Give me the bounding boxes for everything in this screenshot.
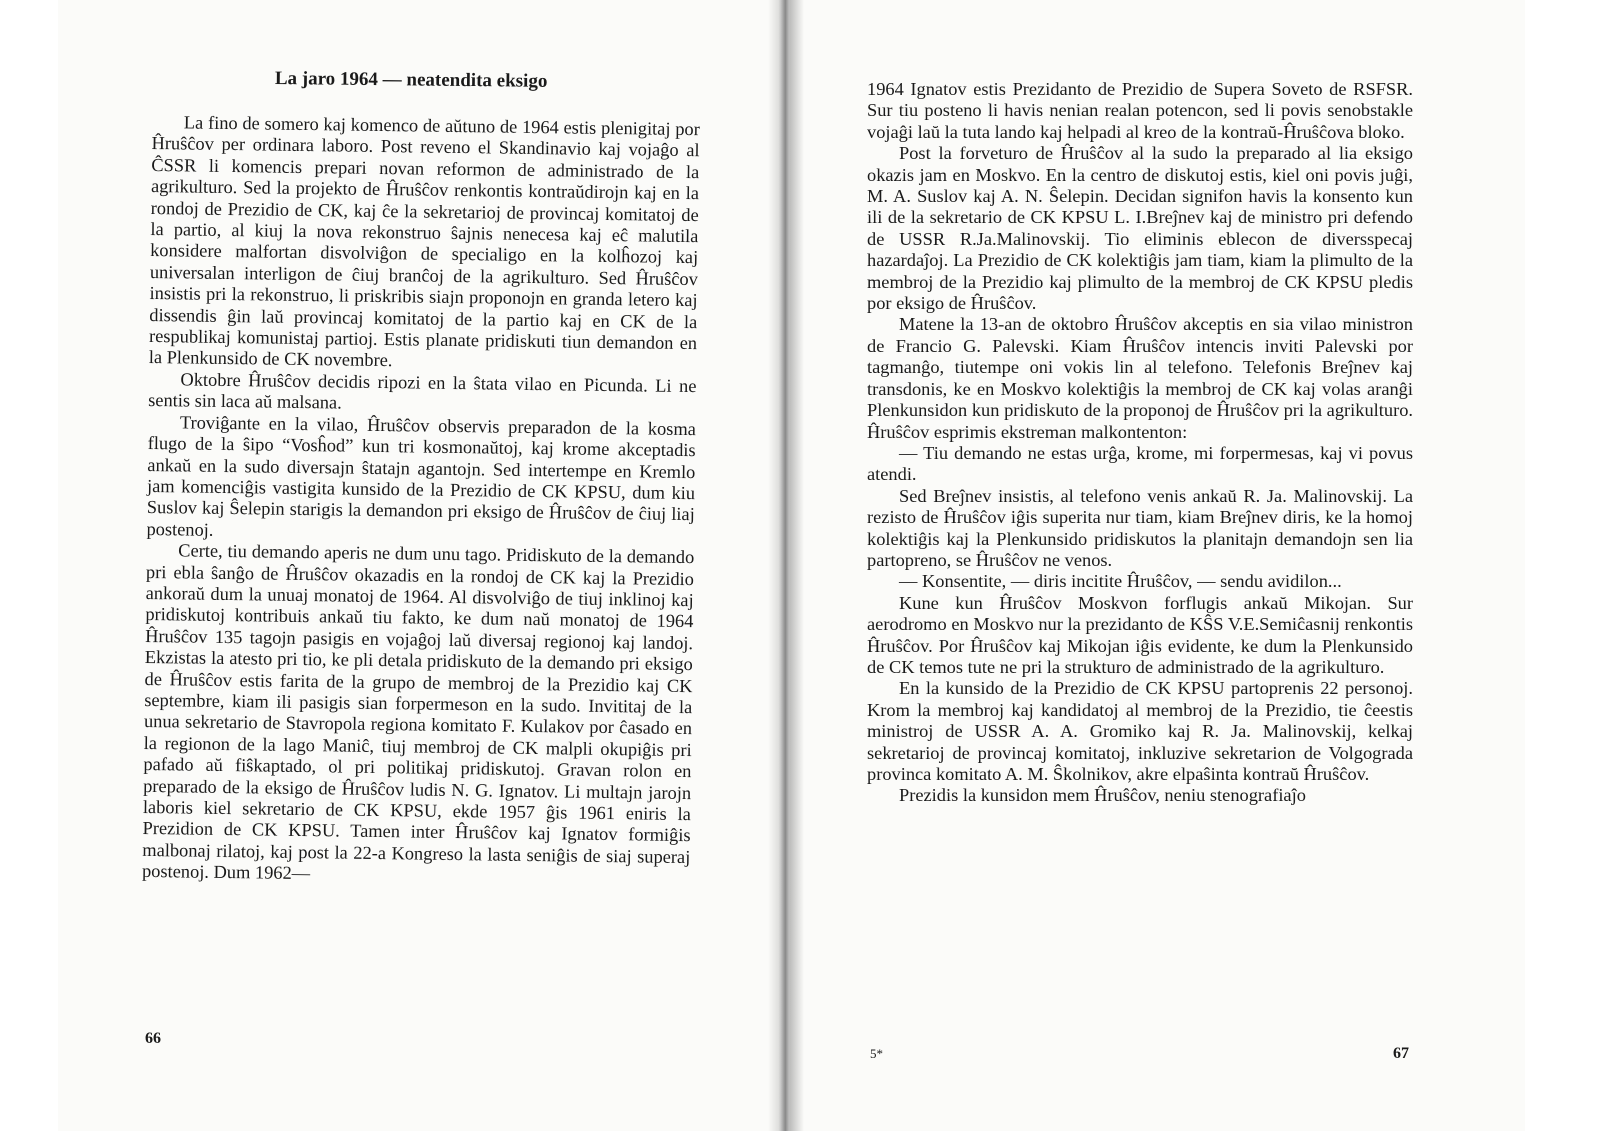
paragraph: Certe, tiu demando aperis ne dum unu tago. Pridiskuto de la demando pri ebla ŝanĝo de Ĥruŝĉov okazadis en la rondoj de CK kaj la Prezidio ankoraŭ dum la unuaj monatoj de 1964. Al disvolviĝo de tiuj inklinoj kaj pridiskutoj kontribuis ankaŭ tiu fakto, ke dum naŭ monatoj de 1964 Ĥruŝĉov 135 tagojn pasigis en vojaĝoj laŭ diversaj regionoj kaj landoj. Ekzistas la atesto pri tio, ke pli detala pridiskuto de la demando pri eksigo de Ĥruŝĉov estis farita de la grupo de membroj de la Prezidio kaj CK septembre, kiam ili pasigis sian forpermeson en la sudo. Invititaj de la unua sekretario de Stavropola regiona komitato F. Kulakov por ĉasado en la regionon de la lago Maniĉ, tiuj membroj de CK malpli okupiĝis pri pafado aŭ fiŝkaptado, ol pri politikaj pridiskutoj. Gravan rolon en preparado de la eksigo de Ĥruŝĉov ludis N. G. Ignatov. Li multajn jarojn laboris kiel sekretario de CK KPSU, ekde 1957 ĝis 1961 eniris la Prezidion de CK KPSU. Tamen inter Ĥruŝĉov kaj Ignatov formiĝis malbonaj rilatoj, kaj post la 22-a Kongreso la lasta seniĝis de siaj superaj postenoj. Dum 1962— — [141, 540, 695, 884]
paragraph: Post la forveturo de Ĥruŝĉov al la sudo la preparado al lia eksigo okazis jam en Moskvo. En la centro de diskutoj estis, kiel oni povis juĝi, M. A. Suslov kaj A. N. Ŝelepin. Decidan signifon havis la konsento kun ili de la sekretario de CK KPSU L. I.Breĵnev kaj de ministro pri defendo de USSR R.Ja.Malinovskij. Tio eliminis eblecon de diversspecaj hazardaĵoj. La Prezidio de CK kolektiĝis jam tiam, kiam la plimulto de la membroj de la Prezidio kaj plimulto de la membroj de CK KPSU pledis por eksigo de Ĥruŝĉov. — [867, 143, 1413, 314]
paragraph: 1964 Ignatov estis Prezidanto de Prezidio de Supera Soveto de RSFSR. Sur tiu posteno li havis nenian realan potencon, sed li povis senobstakle vojaĝi laŭ la tuta lando kaj helpadi al kreo de la kontraŭ-Ĥruŝĉova bloko. — [867, 79, 1413, 142]
paragraph: La fino de somero kaj komenco de aŭtuno de 1964 estis plenigitaj por Ĥruŝĉov per ordinara laboro. Post reveno el Skandinavio kaj vojaĝo al ĈSSR li komencis prepari novan reformon de administrado de la agrikulturo. Sed la projekto de Ĥruŝĉov renkontis kontraŭdirojn kaj en la rondoj de Prezidio de CK, kaj ĉe la sekretarioj de provincaj komitatoj de la partio, al kiuj la nova rekonstruo ŝajnis nenecesa kaj eĉ malutila konsidere malfortan disvolviĝon de specialigo en la kolĥozoj kaj universalan interligon de ĉiuj branĉoj de la agrikulturo. Sed Ĥruŝĉov insistis pri la rekonstruo, li priskribis siajn proponojn en granda letero kaj dissendis ĝin laŭ provincaj komitatoj de la partio kaj en CK de la respublikaj komunistaj partioj. Estis planate pridiskuti tiun demandon en la Plenkunsido de CK novembre. — [148, 112, 700, 371]
paragraph: Matene la 13-an de oktobro Ĥruŝĉov akceptis en sia vilao ministron de Francio G. Palevski. Kiam Ĥruŝĉov intencis inviti Palevski por tagmanĝo, tiutempe oni vokis lin al telefono. Telefonis Breĵnev kaj transdonis, ke en Moskvo kolektiĝis la membroj de CK kaj volas aranĝi Plenkunsidon kun pridiskuto de la proponoj de Ĥruŝĉov pri la agrikulturo. Ĥruŝĉov esprimis ekstreman malkontenton: — [867, 314, 1413, 442]
paragraph: Troviĝante en la vilao, Ĥruŝĉov observis preparadon de la kosma flugo de la ŝipo “Vosĥod” kun tri kosmonaŭtoj, kaj krome akceptadis ankaŭ en la sudo diversajn ŝtatajn agantojn. Sed intertempe en Kremlo jam komenciĝis vastigita kunsido de la Prezidio de CK KPSU, dum kiu Suslov kaj Ŝelepin starigis la demandon pri eksigo de Ĥruŝĉov de ĉiuj liaj postenoj. — [146, 412, 697, 540]
right-page-text — [867, 79, 1413, 807]
paragraph: Prezidis la kunsidon mem Ĥruŝĉov, neniu stenografiaĵo — [899, 785, 1306, 806]
paragraph: Oktobre Ĥruŝĉov decidis ripozi en la ŝtata vilao en Picunda. Li ne sentis sin laca aŭ malsana. — [148, 369, 697, 413]
paragraph: En la kunsido de la Prezidio de CK KPSU partoprenis 22 personoj. Krom la membroj kaj kandidatoj al membroj de la Prezidio, tie ĉeestis ministroj de USSR A. A. Gromiko kaj R. Ja. Malinovskij, kelkaj sekretarioj de provincaj komitatoj, inkluzive sekretarion de Volgograda provinca komitato A. M. Ŝkolnikov, akre elpaŝinta kontraŭ Ĥruŝĉov. — [867, 678, 1413, 784]
paragraph: Sed Breĵnev insistis, al telefono venis ankaŭ R. Ja. Malinovskij. La rezisto de Ĥruŝĉov iĝis superita nur tiam, kiam Breĵnev diris, ke la homoj kolektiĝis kaj la Plenkunsido pridiskutos la planitajn demandojn sen lia partopreno, se Ĥruŝĉov ne venos. — [867, 485, 1413, 570]
book-gutter — [768, 0, 804, 1131]
dialogue-line: — Konsentite, — diris incitite Ĥruŝĉov, — sendu avidilon... — [899, 571, 1342, 592]
left-page-text — [142, 112, 700, 890]
page-number-left: 66 — [145, 1030, 161, 1047]
paragraph: Kune kun Ĥruŝĉov Moskvon forflugis ankaŭ Mikojan. Sur aerodromo en Moskvo nur la prezidanto de KŜS V.E.Semiĉasnij renkontis Ĥruŝĉov. Por Ĥruŝĉov kaj Mikojan iĝis evidente, ke dum la Plenkunsido de CK temos tute ne pri la strukturo de administrado de la agrikulturo. — [867, 592, 1413, 677]
signature-mark: 5* — [870, 1046, 883, 1061]
dialogue-line: — Tiu demando ne estas urĝa, krome, mi forpermesas, kaj vi povus atendi. — [867, 442, 1413, 485]
page-number-right: 67 — [1393, 1045, 1409, 1062]
chapter-title: La jaro 1964 — neatendita eksigo — [274, 68, 548, 92]
